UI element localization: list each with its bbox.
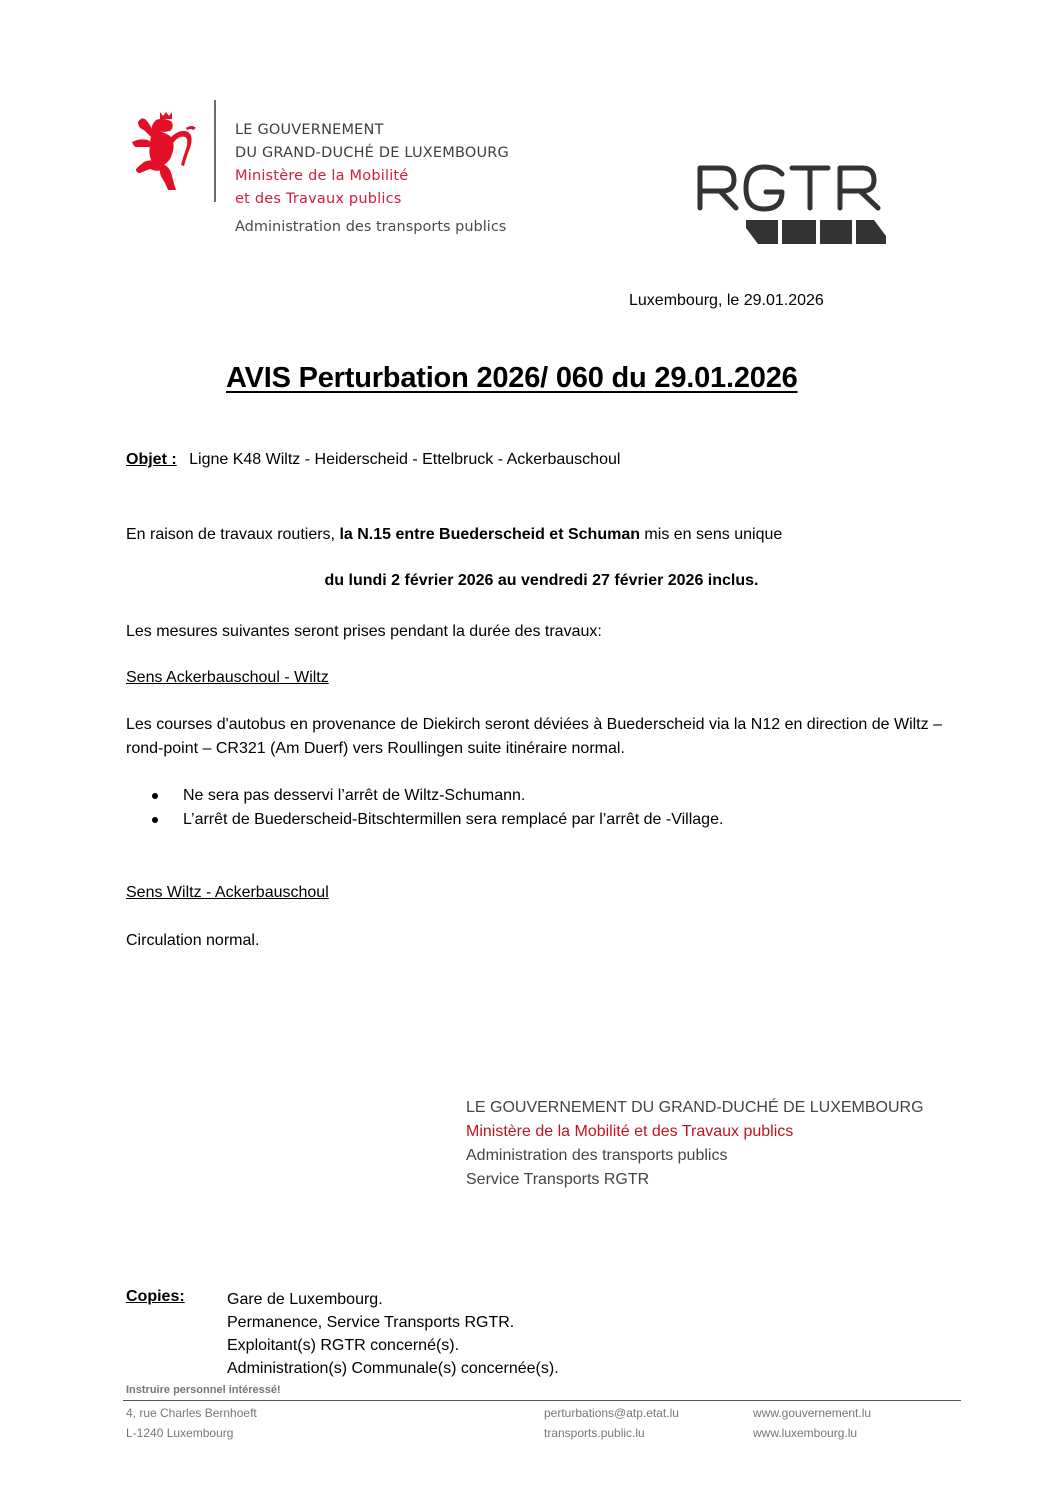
transports-site-link[interactable]: transports.public.lu bbox=[544, 1426, 645, 1440]
subject-line bbox=[126, 451, 620, 469]
svg-text:RGTR: RGTR bbox=[696, 160, 699, 161]
footer-address bbox=[126, 1403, 257, 1443]
address-line-1: 4, rue Charles Bernhoeft bbox=[126, 1406, 257, 1420]
subject-value: Ligne K48 Wiltz - Heiderscheid - Ettelbruck - Ackerbauschoul bbox=[189, 451, 621, 468]
government-header-text bbox=[235, 119, 509, 211]
contact-email-link[interactable]: perturbations@atp.etat.lu bbox=[544, 1406, 679, 1420]
footer-contact bbox=[544, 1403, 679, 1443]
intro-prefix: En raison de travaux routiers, bbox=[126, 526, 340, 543]
bullet-icon bbox=[152, 793, 158, 799]
ministry-line-2: et des Travaux publics bbox=[235, 191, 402, 207]
signature-line-1: LE GOUVERNEMENT DU GRAND-DUCHÉ DE LUXEMBOURG bbox=[466, 1099, 924, 1116]
footer-divider bbox=[123, 1400, 961, 1401]
bullet-icon bbox=[152, 817, 158, 823]
direction-2-heading: Sens Wiltz - Ackerbauschoul bbox=[126, 884, 329, 901]
signature-line-2: Ministère de la Mobilité et des Travaux publics bbox=[466, 1123, 794, 1140]
direction-1-heading: Sens Ackerbauschoul - Wiltz bbox=[126, 669, 329, 686]
direction-2-description: Circulation normal. bbox=[126, 932, 260, 949]
signature-block bbox=[466, 1096, 924, 1192]
address-line-2: L-1240 Luxembourg bbox=[126, 1426, 234, 1440]
list-item bbox=[126, 808, 723, 832]
list-item-text: Ne sera pas desservi l’arrêt de Wiltz-Schumann. bbox=[183, 787, 526, 804]
footer-instruction: Instruire personnel intéressé! bbox=[126, 1384, 281, 1396]
copies-list bbox=[227, 1288, 559, 1380]
ministry-line-1: Ministère de la Mobilité bbox=[235, 168, 409, 184]
red-lion-coat-of-arms-icon bbox=[130, 110, 198, 192]
copies-item: Gare de Luxembourg. bbox=[227, 1291, 383, 1308]
subject-label: Objet : bbox=[126, 451, 177, 468]
logo-divider bbox=[214, 100, 216, 202]
copies-item: Exploitant(s) RGTR concerné(s). bbox=[227, 1337, 460, 1354]
rgtr-logo bbox=[696, 160, 888, 250]
measures-intro: Les mesures suivantes seront prises pendant la durée des travaux: bbox=[126, 623, 602, 640]
intro-road-section: la N.15 entre Buederscheid et Schuman bbox=[339, 526, 640, 543]
gov-line-1: LE GOUVERNEMENT bbox=[235, 122, 384, 138]
direction-1-description: Les courses d'autobus en provenance de Diekirch seront déviées à Buederscheid via la N12 en direction de Wiltz – rond-point – CR321 (Am Duerf) vers Roullingen suite itinéraire normal. bbox=[126, 716, 942, 757]
signature-line-4: Service Transports RGTR bbox=[466, 1171, 650, 1188]
notice-title: AVIS Perturbation 2026/ 060 du 29.01.2026 bbox=[226, 362, 798, 394]
gouvernement-site-link[interactable]: www.gouvernement.lu bbox=[753, 1406, 872, 1420]
copies-item: Permanence, Service Transports RGTR. bbox=[227, 1314, 515, 1331]
document-date: Luxembourg, le 29.01.2026 bbox=[629, 292, 824, 309]
luxembourg-site-link[interactable]: www.luxembourg.lu bbox=[753, 1426, 858, 1440]
intro-paragraph bbox=[126, 523, 782, 547]
list-item-text: L’arrêt de Buederscheid-Bitschtermillen sera remplacé par l’arrêt de -Village. bbox=[183, 811, 724, 828]
copies-label: Copies: bbox=[126, 1288, 185, 1305]
list-item bbox=[126, 784, 723, 808]
administration-name: Administration des transports publics bbox=[235, 219, 507, 235]
signature-line-3: Administration des transports publics bbox=[466, 1147, 728, 1164]
footer-websites bbox=[753, 1403, 871, 1443]
period-of-works: du lundi 2 février 2026 au vendredi 27 février 2026 inclus. bbox=[324, 572, 759, 589]
intro-suffix: mis en sens unique bbox=[639, 526, 783, 543]
direction-1-bullet-list bbox=[126, 784, 723, 832]
gov-line-2: DU GRAND-DUCHÉ DE LUXEMBOURG bbox=[235, 145, 509, 161]
copies-item: Administration(s) Communale(s) concernée(s). bbox=[227, 1360, 559, 1377]
